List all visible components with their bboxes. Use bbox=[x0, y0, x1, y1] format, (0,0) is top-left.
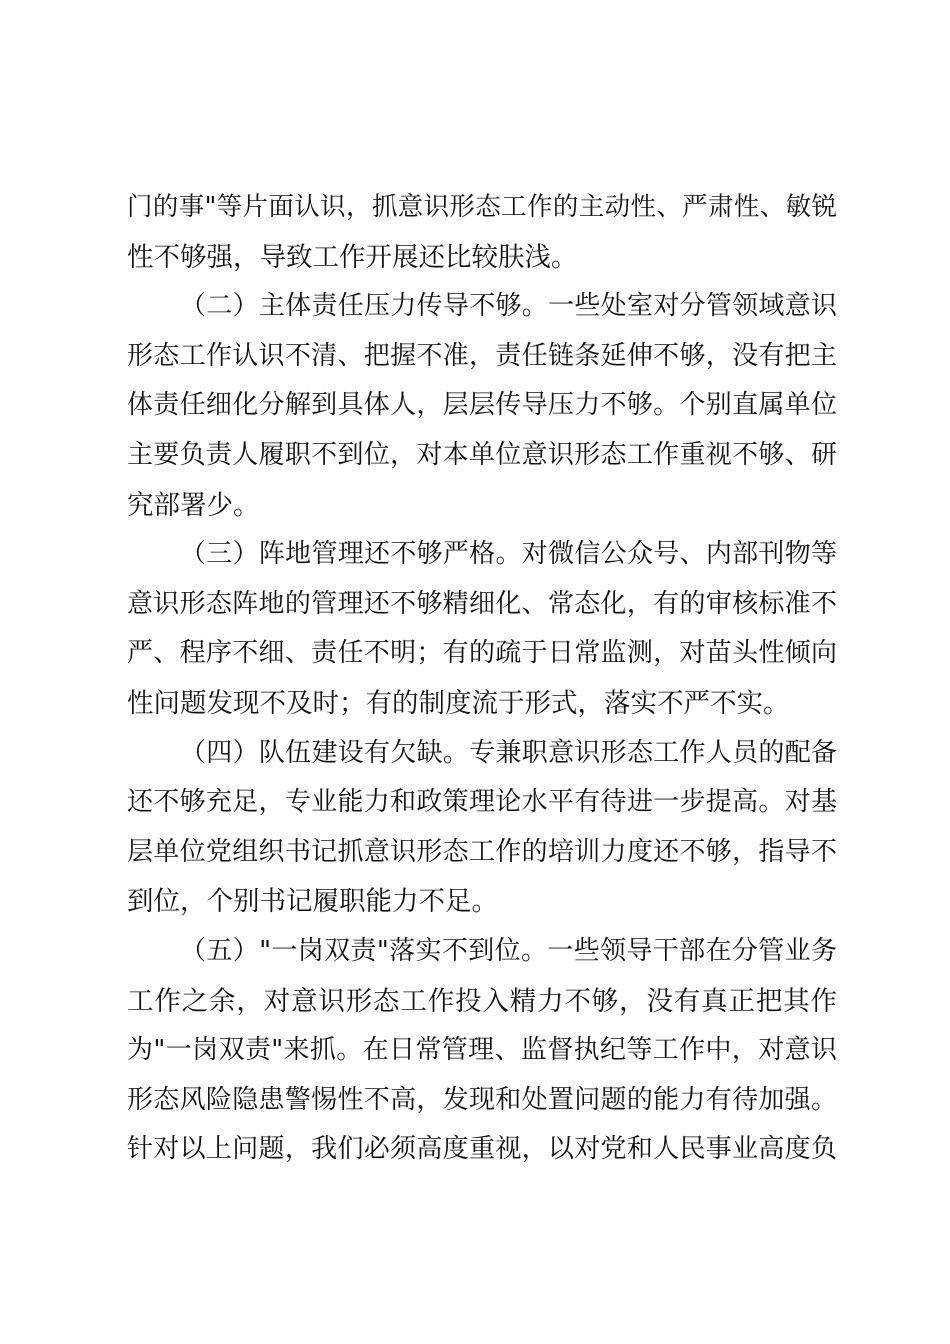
text-line: 层单位党组织书记抓意识形态工作的培训力度还不够，指导不 bbox=[127, 836, 837, 867]
text-line: 主要负责人履职不到位，对本单位意识形态工作重视不够、研 bbox=[127, 439, 837, 470]
text-line: （三）阵地管理还不够严格。对微信公众号、内部刊物等 bbox=[180, 539, 837, 570]
text-line: （五）"一岗双责"落实不到位。一些领导干部在分管业务 bbox=[180, 935, 837, 966]
text-line: 针对以上问题，我们必须高度重视，以对党和人民事业高度负 bbox=[127, 1134, 837, 1165]
text-line: 性不够强，导致工作开展还比较肤浅。 bbox=[127, 241, 578, 273]
text-line: 形态工作认识不清、把握不准，责任链条延伸不够，没有把主 bbox=[127, 340, 837, 371]
text-line: （四）队伍建设有欠缺。专兼职意识形态工作人员的配备 bbox=[180, 737, 837, 768]
text-line: 到位，个别书记履职能力不足。 bbox=[127, 886, 498, 918]
text-line: 体责任细化分解到具体人，层层传导压力不够。个别直属单位 bbox=[127, 390, 837, 421]
body-text bbox=[127, 183, 837, 1175]
text-line: 还不够充足，专业能力和政策理论水平有待进一步提高。对基 bbox=[127, 787, 837, 818]
text-line: 性问题发现不及时；有的制度流于形式，落实不严不实。 bbox=[127, 687, 790, 719]
text-line: 形态风险隐患警惕性不高，发现和处置问题的能力有待加强。 bbox=[127, 1084, 837, 1115]
text-line: 严、程序不细、责任不明；有的疏于日常监测，对苗头性倾向 bbox=[127, 638, 837, 669]
text-line: 为"一岗双责"来抓。在日常管理、监督执纪等工作中，对意识 bbox=[127, 1035, 837, 1066]
text-line: 意识形态阵地的管理还不够精细化、常态化，有的审核标准不 bbox=[127, 588, 837, 619]
text-line: （二）主体责任压力传导不够。一些处室对分管领域意识 bbox=[180, 291, 837, 322]
text-line: 门的事"等片面认识，抓意识形态工作的主动性、严肃性、敏锐 bbox=[127, 192, 837, 222]
text-line: 究部署少。 bbox=[127, 489, 260, 521]
text-line: 工作之余，对意识形态工作投入精力不够，没有真正把其作 bbox=[127, 985, 837, 1017]
